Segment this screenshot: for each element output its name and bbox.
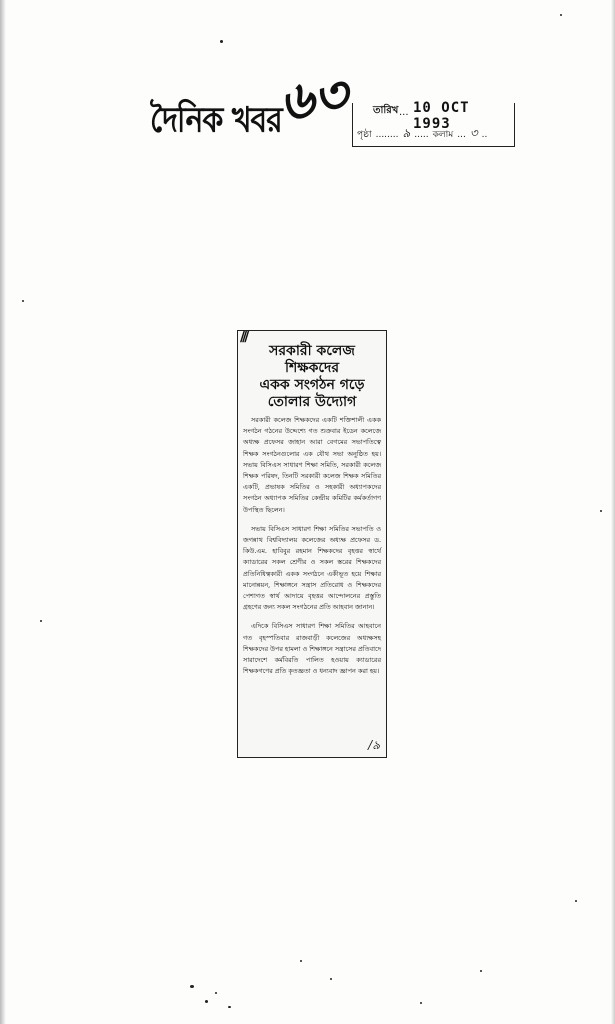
headline-line: সরকারী কলেজ শিক্ষকদের	[269, 343, 355, 376]
stamp-date-value: 10 OCT 1993	[413, 100, 470, 132]
scan-speck	[228, 1006, 231, 1008]
clipping-slash-marks: ///	[240, 330, 247, 345]
body-paragraph: সভায় বিসিএস সাধারণ শিক্ষা সমিতির সভাপতি ও জগন্নাথ বিশ্ববিদ্যালয় কলেজের অধ্যক্ষ প্রফেসর ড. কিউ.এম. হাবিবুর রহমান শিক্ষকদের বৃহত্তর স্বার্থে ক্যাডারের সকল শ্রেণীর ও সকল স্তরের শিক্ষকদের প্রতিনিধিত্বকারী একক সংগঠনে একীভূত হয়ে শিক্ষার মানোন্নয়ন, শিক্ষাঙ্গনে সন্ত্রাস প্রতিরোধ ও শিক্ষকদের পেশাগত স্বার্থ আদায়ে বৃহত্তর আন্দোলনের প্রস্তুতি গ্রহণের জন্য সকল সংগঠনের প্রতি আহবান জানান।	[243, 524, 381, 612]
stamp-column-label: কলাম	[432, 130, 454, 140]
clipping-end-mark: /৯	[368, 738, 380, 752]
scan-speck	[330, 978, 332, 980]
scan-speck	[215, 992, 217, 994]
scan-speck	[220, 40, 223, 43]
stamp-page-column-row: পৃষ্ঠা ........ ৯ ..... কলাম ... ৩ ..	[357, 126, 488, 140]
scan-speck	[560, 14, 562, 16]
scan-speck	[300, 960, 302, 962]
left-scan-edge	[0, 0, 6, 1024]
right-scan-edge	[611, 0, 615, 1024]
scan-speck	[600, 510, 602, 512]
scan-speck	[205, 1000, 208, 1003]
news-clipping	[237, 330, 387, 758]
headline-line: তোলার উদ্যোগ	[267, 394, 357, 410]
body-paragraph: এদিকে বিসিএস সাধারণ শিক্ষা সমিতির আহবানে গত বৃহস্পতিবার রাজবাড়ী কলেজের অধ্যক্ষসহ শিক্ষকদের উপর হামলা ও শিক্ষাঙ্গনে সন্ত্রাসের প্রতিবাদে সারাদেশে কর্মবিরতি পালিত হওয়ায় ক্যাডারের শিক্ষকগণের প্রতি কৃতজ্ঞতা ও ধন্যবাদ জ্ঞাপন করা হয়।	[243, 622, 381, 676]
scan-speck	[40, 620, 42, 622]
stamp-column-value: ৩	[469, 126, 478, 140]
stamp-page-value: ৯	[402, 126, 411, 140]
clipping-body	[243, 415, 381, 677]
handwritten-number: ৬৩	[275, 63, 352, 134]
stamp-date-label: তারিখ	[373, 105, 399, 116]
date-stamp	[352, 100, 515, 147]
scan-speck	[480, 970, 482, 972]
scan-speck	[575, 900, 577, 902]
stamp-page-label: পৃষ্ঠা	[357, 130, 372, 140]
newspaper-masthead: দৈনিক খবর	[150, 100, 282, 141]
scan-speck	[190, 985, 194, 988]
headline-line: একক সংগঠন গড়ে	[259, 377, 365, 393]
stamp-dots: ...	[399, 107, 409, 118]
body-paragraph: সরকারী কলেজ শিক্ষকদের একটি শক্তিশালী একক সংগঠন গঠনের উদ্দেশ্যে গত শুক্রবার ইডেন কলেজে অধ্যক্ষ প্রফেসর জাহান আরা বেগমের সভাপতিত্বে শিক্ষক সংগঠনগুলোর এক যৌথ সভা অনুষ্ঠিত হয়। সভায় বিসিএস সাধারণ শিক্ষা সমিতি, সরকারী কলেজ শিক্ষক পরিষদ, তিনটি সরকারী কলেজ শিক্ষক সমিতির একটি, প্রভাষক সমিতির ও সহকারী অধ্যাপকদের সংগঠন অধ্যাপক সমিতির কেন্দ্রীয় কমিটির কর্মকর্তাগণ উপস্থিত ছিলেন।	[243, 416, 381, 514]
scan-speck	[420, 1002, 422, 1004]
clipping-headline	[242, 343, 382, 411]
scan-speck	[22, 300, 24, 302]
